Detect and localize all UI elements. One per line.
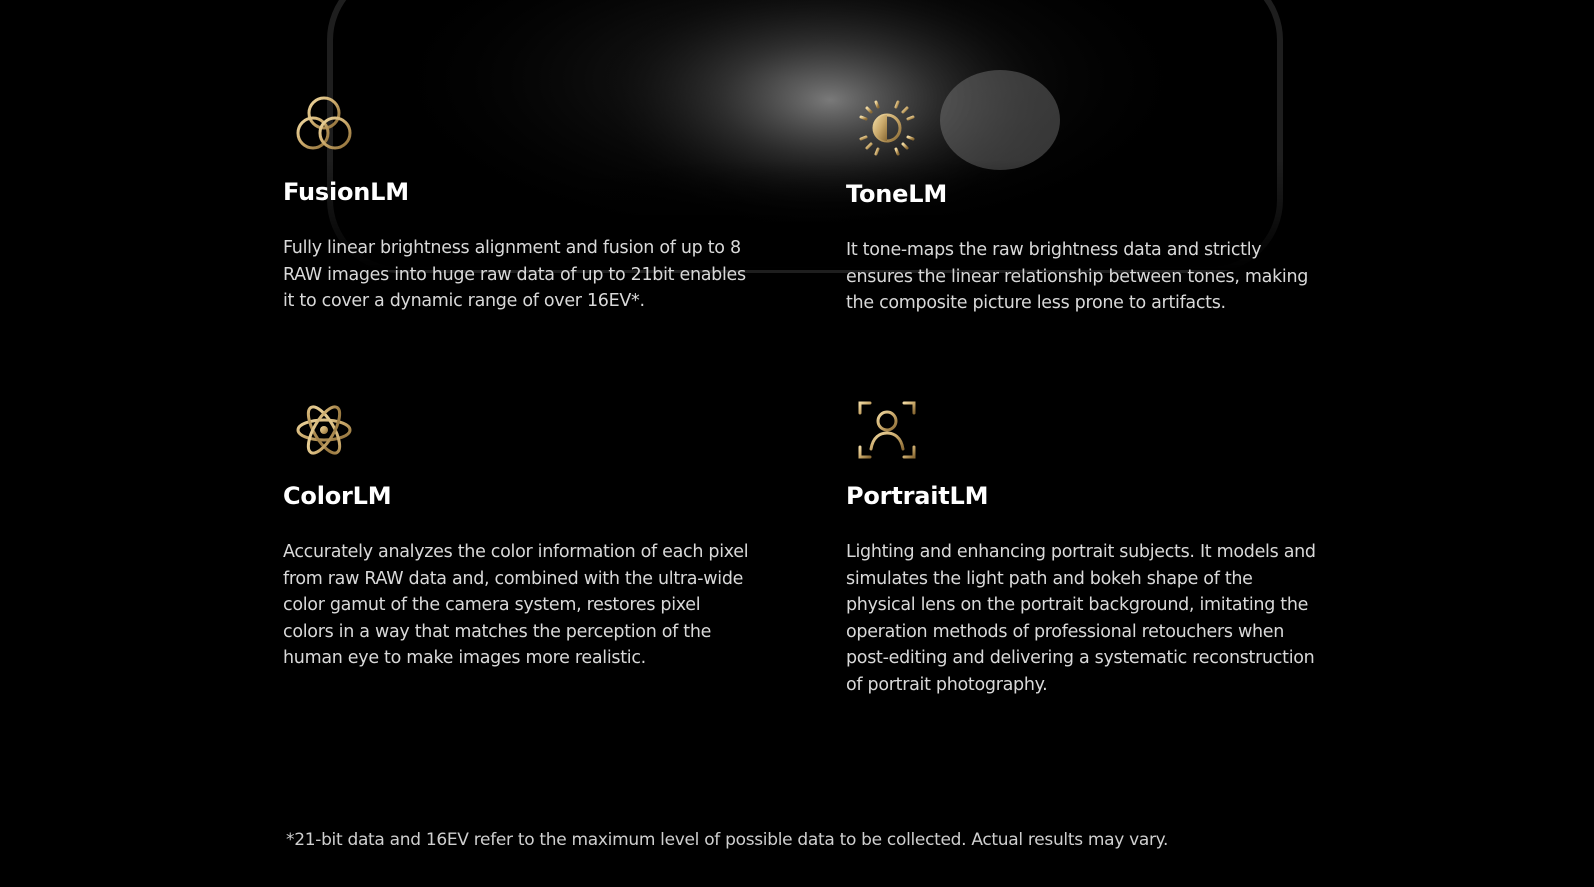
feature-title: PortraitLM [846, 482, 989, 510]
feature-description: Accurately analyzes the color information of each pixel from raw RAW data and, combined with the ultra-wide color gamut of the camera system, restores pixel colors in a way that matches the perception of the human eye to make images more realistic. [283, 542, 749, 669]
atom-icon [293, 399, 355, 461]
footnote: *21-bit data and 16EV refer to the maximum level of possible data to be collected. Actual results may vary. [286, 830, 1169, 850]
feature-title: ColorLM [283, 482, 392, 510]
overlapping-circles-icon [293, 95, 355, 157]
feature-description: Fully linear brightness alignment and fusion of up to 8 RAW images into huge raw data of up to 21bit enables it to cover a dynamic range of over 16EV*. [283, 238, 746, 312]
feature-description: Lighting and enhancing portrait subjects. It models and simulates the light path and bokeh shape of the physical lens on the portrait background, imitating the operation methods of professional retouchers when post-editing and delivering a systematic reconstruction of portrait photography. [846, 542, 1316, 695]
half-sun-contrast-icon [856, 97, 918, 159]
feature-title: FusionLM [283, 178, 409, 206]
feature-title: ToneLM [846, 180, 948, 208]
portrait-focus-icon [856, 399, 918, 461]
feature-description: It tone-maps the raw brightness data and strictly ensures the linear relationship between tones, making the composite picture less prone to artifacts. [846, 240, 1309, 314]
